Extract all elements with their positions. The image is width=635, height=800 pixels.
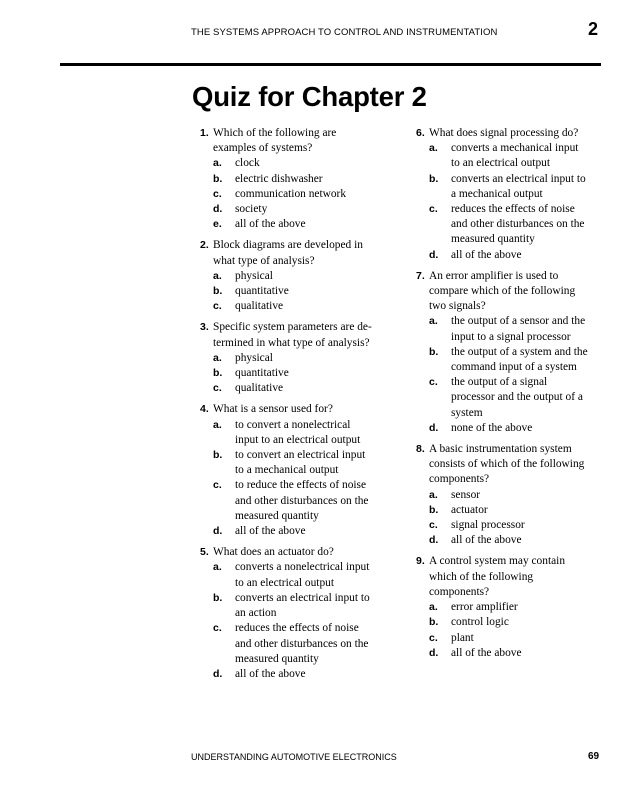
running-header: THE SYSTEMS APPROACH TO CONTROL AND INSTRUMENTATION (191, 27, 498, 38)
option-text-line: qualitative (235, 382, 284, 395)
option-letter: e. (213, 218, 222, 231)
answer-option (429, 646, 606, 661)
question-text-line: A basic instrumentation system (429, 443, 572, 456)
question-body (213, 402, 390, 539)
question-number: 6. (416, 127, 425, 139)
answer-option (429, 421, 606, 436)
quiz-question (200, 320, 390, 396)
option-text-line: the output of a signal (451, 376, 548, 389)
option-text (451, 172, 606, 202)
option-text-line: to convert a nonelectrical (235, 418, 351, 431)
option-text (235, 560, 390, 590)
option-text-line: electric dishwasher (235, 172, 323, 185)
question-text-line: what type of analysis? (213, 254, 315, 267)
option-letter: d. (213, 525, 223, 538)
option-letter: d. (429, 646, 439, 659)
question-text-line: two signals? (429, 300, 486, 313)
option-text (235, 418, 390, 448)
option-text (451, 503, 606, 518)
option-text (235, 366, 390, 381)
option-text (235, 217, 390, 232)
question-text-line: What does an actuator do? (213, 546, 334, 559)
option-letter: d. (213, 667, 223, 680)
question-text-line: termined in what type of analysis? (213, 336, 370, 349)
option-text-line: quantitative (235, 285, 289, 298)
option-text-line: all of the above (451, 248, 522, 261)
question-body (429, 126, 606, 263)
option-text (235, 299, 390, 314)
option-text (451, 202, 606, 248)
option-letter: a. (429, 601, 438, 614)
option-text-line: system (451, 406, 483, 419)
option-letter: c. (213, 187, 222, 200)
option-text (451, 375, 606, 421)
option-text-line: measured quantity (451, 233, 535, 246)
question-text-line: components? (429, 473, 490, 486)
option-letter: a. (213, 351, 222, 364)
option-text (235, 524, 390, 539)
option-text-line: sensor (451, 488, 481, 501)
option-letter: b. (213, 449, 223, 462)
answer-option (429, 503, 606, 518)
option-text-line: the output of a system and the (451, 345, 588, 358)
option-text-line: converts an electrical input to (451, 172, 586, 185)
option-text-line: communication network (235, 187, 347, 200)
option-text-line: signal processor (451, 519, 525, 532)
footer-book-title: UNDERSTANDING AUTOMOTIVE ELECTRONICS (191, 752, 397, 762)
option-text-line: processor and the output of a (451, 391, 583, 404)
question-text-line: which of the following (429, 570, 534, 583)
option-letter: d. (213, 203, 223, 216)
option-text (451, 646, 606, 661)
option-text-line: and other disturbances on the (451, 218, 585, 231)
option-letter: d. (429, 534, 439, 547)
answer-option (429, 172, 606, 202)
answer-option (213, 156, 390, 171)
answer-option (429, 488, 606, 503)
option-text (235, 269, 390, 284)
option-text-line: reduces the effects of noise (451, 203, 575, 216)
option-text (235, 156, 390, 171)
chapter-number: 2 (588, 19, 599, 39)
option-letter: a. (429, 142, 438, 155)
option-letter: b. (213, 591, 223, 604)
option-text-line: error amplifier (451, 601, 518, 614)
option-text-line: measured quantity (235, 652, 319, 665)
option-text-line: physical (235, 269, 273, 282)
option-text (451, 518, 606, 533)
left-column (200, 126, 390, 688)
question-text-line: components? (429, 585, 490, 598)
option-letter: b. (429, 503, 439, 516)
option-text-line: physical (235, 351, 273, 364)
quiz-question (200, 402, 390, 539)
question-number: 1. (200, 127, 209, 139)
option-text-line: all of the above (235, 667, 306, 680)
option-letter: c. (429, 519, 438, 532)
question-body (429, 554, 606, 660)
option-text-line: plant (451, 631, 474, 644)
option-text-line: to an electrical output (235, 576, 334, 589)
answer-option (429, 615, 606, 630)
option-text (451, 421, 606, 436)
option-text (451, 314, 606, 344)
answer-option (213, 478, 390, 524)
answer-option (213, 366, 390, 381)
answer-option (429, 141, 606, 171)
answer-option (429, 533, 606, 548)
answer-option (213, 524, 390, 539)
option-letter: b. (429, 616, 439, 629)
question-text-line: Specific system parameters are de- (213, 321, 372, 334)
option-text-line: the output of a sensor and the (451, 315, 586, 328)
answer-option (213, 381, 390, 396)
option-text-line: quantitative (235, 367, 289, 380)
answer-option (213, 217, 390, 232)
option-text-line: all of the above (451, 646, 522, 659)
option-text (451, 615, 606, 630)
option-letter: b. (429, 345, 439, 358)
option-letter: a. (213, 561, 222, 574)
option-letter: c. (429, 376, 438, 389)
option-text-line: actuator (451, 503, 488, 516)
option-text (451, 345, 606, 375)
option-text-line: control logic (451, 616, 509, 629)
option-text (235, 621, 390, 667)
option-letter: a. (429, 488, 438, 501)
option-text-line: clock (235, 157, 260, 170)
question-body (213, 126, 390, 232)
answer-option (213, 351, 390, 366)
option-text (235, 448, 390, 478)
option-text-line: to an electrical output (451, 157, 550, 170)
option-text (235, 284, 390, 299)
option-letter: b. (213, 285, 223, 298)
question-number: 3. (200, 321, 209, 334)
answer-option (213, 187, 390, 202)
option-text (235, 591, 390, 621)
answer-option (429, 248, 606, 263)
question-body (429, 442, 606, 548)
option-text-line: measured quantity (235, 509, 319, 522)
answer-option (213, 591, 390, 621)
answer-option (429, 314, 606, 344)
answer-option (213, 621, 390, 667)
answer-option (429, 202, 606, 248)
answer-option (213, 284, 390, 299)
question-text-line: An error amplifier is used to (429, 269, 559, 282)
answer-option (429, 600, 606, 615)
question-body (213, 238, 390, 314)
question-text-line: Block diagrams are developed in (213, 239, 363, 252)
question-number: 5. (200, 546, 209, 559)
question-body (213, 545, 390, 682)
header-rule (60, 63, 601, 66)
option-text-line: converts a mechanical input (451, 142, 579, 155)
option-letter: c. (213, 300, 222, 313)
option-text (451, 600, 606, 615)
option-text-line: to a mechanical output (235, 464, 339, 477)
option-letter: c. (213, 479, 222, 492)
option-text-line: command input of a system (451, 361, 577, 374)
option-text-line: and other disturbances on the (235, 494, 369, 507)
option-text (235, 351, 390, 366)
answer-option (213, 269, 390, 284)
option-letter: b. (429, 172, 439, 185)
question-body (429, 269, 606, 436)
quiz-question (200, 126, 390, 232)
option-text (451, 533, 606, 548)
option-text-line: input to an electrical output (235, 433, 361, 446)
question-number: 7. (416, 269, 425, 282)
option-letter: b. (213, 172, 223, 185)
option-text (235, 187, 390, 202)
option-text-line: to reduce the effects of noise (235, 479, 367, 492)
option-text-line: reduces the effects of noise (235, 622, 359, 635)
question-number: 2. (200, 239, 209, 252)
option-text (451, 248, 606, 263)
option-letter: a. (213, 269, 222, 282)
question-text-line: consists of which of the following (429, 458, 585, 471)
option-text-line: and other disturbances on the (235, 637, 369, 650)
quiz-question (416, 554, 606, 660)
option-text-line: society (235, 203, 268, 216)
question-number: 9. (416, 555, 425, 568)
question-text-line: A control system may contain (429, 555, 566, 568)
answer-option (213, 667, 390, 682)
page-number: 69 (588, 751, 600, 762)
option-letter: c. (429, 631, 438, 644)
question-text-line: Which of the following are (213, 127, 337, 139)
option-text-line: qualitative (235, 300, 284, 313)
question-text-line: What is a sensor used for? (213, 403, 333, 416)
question-number: 4. (200, 403, 209, 416)
option-letter: b. (213, 367, 223, 380)
page-title: Quiz for Chapter 2 (192, 81, 427, 112)
option-text (235, 478, 390, 524)
answer-option (429, 345, 606, 375)
option-text-line: all of the above (235, 218, 306, 231)
option-letter: a. (429, 315, 438, 328)
question-text-line: compare which of the following (429, 285, 576, 298)
answer-option (213, 448, 390, 478)
option-letter: d. (429, 421, 439, 434)
option-letter: d. (429, 248, 439, 261)
quiz-question (200, 545, 390, 682)
question-number: 8. (416, 443, 425, 456)
option-text (235, 202, 390, 217)
option-text (235, 381, 390, 396)
option-text-line: converts a nonelectrical input (235, 561, 370, 574)
option-text-line: an action (235, 607, 277, 620)
quiz-question (416, 269, 606, 436)
answer-option (429, 518, 606, 533)
option-text (451, 631, 606, 646)
quiz-question (200, 238, 390, 314)
option-text-line: converts an electrical input to (235, 591, 370, 604)
option-text (451, 488, 606, 503)
quiz-question (416, 126, 606, 263)
option-text-line: none of the above (451, 421, 533, 434)
option-text-line: input to a signal processor (451, 330, 571, 343)
answer-option (429, 631, 606, 646)
option-text-line: a mechanical output (451, 187, 543, 200)
answer-option (213, 418, 390, 448)
option-letter: a. (213, 418, 222, 431)
option-text (235, 172, 390, 187)
option-letter: c. (213, 622, 222, 635)
option-text-line: all of the above (451, 534, 522, 547)
option-letter: c. (429, 203, 438, 216)
option-text-line: to convert an electrical input (235, 449, 366, 462)
quiz-question (416, 442, 606, 548)
question-body (213, 320, 390, 396)
right-column (416, 126, 606, 667)
question-text-line: examples of systems? (213, 142, 313, 155)
answer-option (429, 375, 606, 421)
option-text (235, 667, 390, 682)
answer-option (213, 172, 390, 187)
option-text-line: all of the above (235, 525, 306, 538)
answer-option (213, 560, 390, 590)
question-text-line: What does signal processing do? (429, 127, 579, 139)
answer-option (213, 299, 390, 314)
answer-option (213, 202, 390, 217)
option-letter: c. (213, 382, 222, 395)
option-letter: a. (213, 157, 222, 170)
option-text (451, 141, 606, 171)
